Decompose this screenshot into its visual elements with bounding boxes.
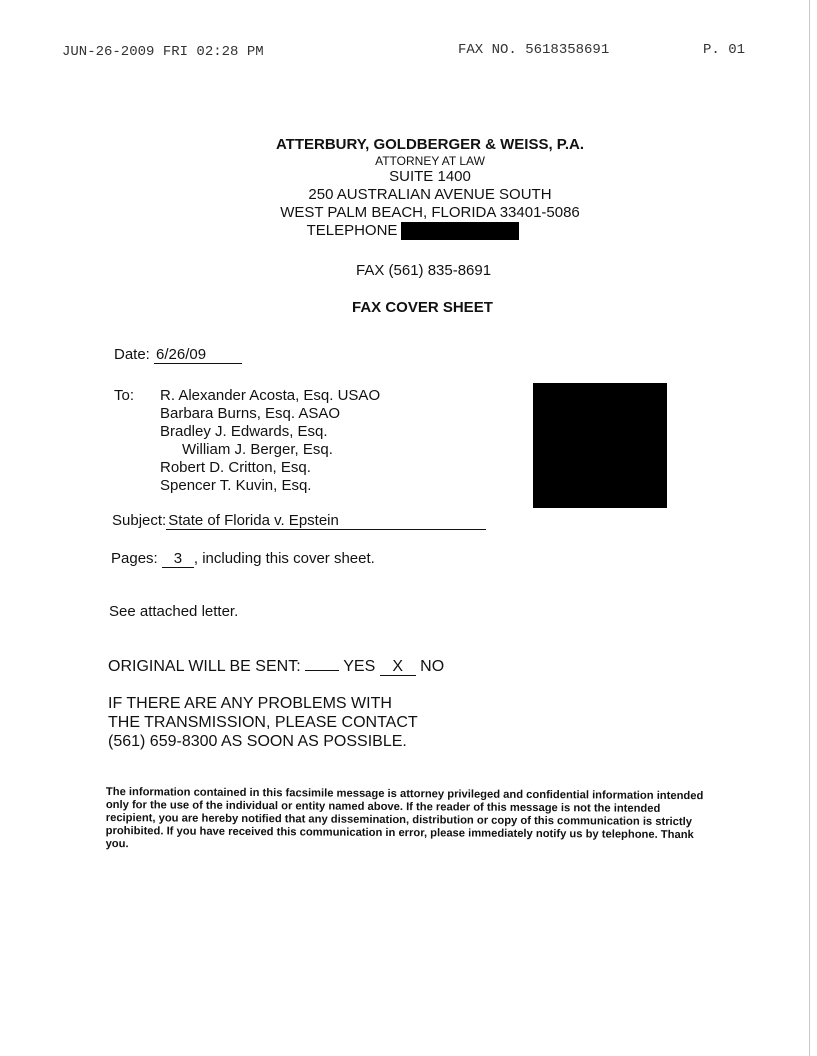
subject-label: Subject: xyxy=(112,512,167,529)
to-label: To: xyxy=(114,387,135,404)
disclaimer-line: prohibited. If you have received this communication in error, please immediately notify us by telephone. Thank xyxy=(105,824,694,842)
recipient-item: Barbara Burns, Esq. ASAO xyxy=(160,405,341,422)
disclaimer-line: recipient, you are hereby notified that any dissemination, distribution or copy of this communication is strictly xyxy=(105,811,693,829)
firm-title: ATTORNEY AT LAW xyxy=(375,154,485,168)
yes-label: YES xyxy=(343,658,376,675)
disclaimer-line: only for the use of the individual or entity named above. If the reader of this message is not the intended xyxy=(105,798,661,815)
pages-suffix: , including this cover sheet. xyxy=(193,550,375,567)
fax-datetime: JUN-26-2009 FRI 02:28 PM xyxy=(62,44,264,60)
recipient-redaction-block xyxy=(533,383,667,508)
attachment-note: See attached letter. xyxy=(109,603,239,620)
no-label: NO xyxy=(420,658,445,675)
confidentiality-disclaimer xyxy=(106,786,731,855)
subject-value: State of Florida v. Epstein xyxy=(166,513,486,530)
telephone-label: TELEPHONE xyxy=(306,222,398,239)
transmission-problems-notice xyxy=(108,694,418,751)
recipient-item: William J. Berger, Esq. xyxy=(182,441,333,458)
problems-line: (561) 659-8300 AS SOON AS POSSIBLE. xyxy=(108,733,407,750)
problems-line: IF THERE ARE ANY PROBLEMS WITH xyxy=(108,695,392,712)
firm-name: ATTERBURY, GOLDBERGER & WEISS, P.A. xyxy=(275,136,585,153)
recipient-item: Robert D. Critton, Esq. xyxy=(160,459,311,476)
letterhead xyxy=(250,136,610,240)
recipient-item: Bradley J. Edwards, Esq. xyxy=(160,423,328,440)
disclaimer-line: The information contained in this facsimile message is attorney privileged and confidential information intended xyxy=(105,786,704,803)
problems-line: THE TRANSMISSION, PLEASE CONTACT xyxy=(108,714,418,731)
recipient-item: R. Alexander Acosta, Esq. USAO xyxy=(160,387,381,404)
recipient-list xyxy=(160,387,380,495)
page-edge-line xyxy=(809,0,810,1056)
firm-suite: SUITE 1400 xyxy=(389,168,471,185)
firm-telephone-line xyxy=(216,222,610,240)
firm-fax: FAX (561) 835-8691 xyxy=(356,262,492,279)
original-label: ORIGINAL WILL BE SENT: xyxy=(108,658,301,675)
telephone-redaction xyxy=(401,222,519,240)
fax-page-number: P. 01 xyxy=(703,42,746,58)
firm-street: 250 AUSTRALIAN AVENUE SOUTH xyxy=(308,186,552,203)
recipient-item: Spencer T. Kuvin, Esq. xyxy=(160,477,312,494)
pages-value: 3 xyxy=(162,551,194,568)
original-sent-line xyxy=(108,656,444,676)
no-mark: X xyxy=(380,659,416,676)
pages-label: Pages: xyxy=(111,550,158,567)
cover-sheet-title: FAX COVER SHEET xyxy=(352,299,493,316)
date-label: Date: xyxy=(114,346,150,363)
pages-field xyxy=(111,550,375,568)
fax-number-header: FAX NO. 5618358691 xyxy=(458,42,610,58)
date-field xyxy=(114,346,242,364)
date-value: 6/26/09 xyxy=(154,347,242,364)
subject-field xyxy=(112,512,486,530)
yes-blank xyxy=(305,656,339,671)
disclaimer-line: you. xyxy=(105,837,129,851)
firm-city: WEST PALM BEACH, FLORIDA 33401-5086 xyxy=(280,204,580,221)
